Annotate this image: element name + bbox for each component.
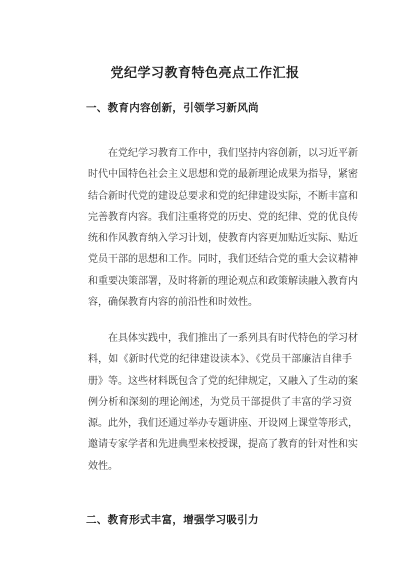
section-heading-2: 二、教育形式丰富，增强学习吸引力 (86, 514, 259, 526)
paragraph-line: 在具体实践中，我们推出了一系列具有时代特色的学习材 (108, 333, 358, 344)
paragraph-line: 例分析和深刻的理论阐述，为党员干部提供了丰富的学习资 (88, 396, 352, 408)
paragraph-line: 料，如《新时代党的纪律建设读本》、《党员干部廉洁自律手 (88, 354, 352, 366)
paragraph-line: 效性。 (88, 460, 118, 472)
paragraph-line: 党员干部的思想和工作。同时，我们还结合党的重大会议精神 (88, 254, 358, 266)
paragraph-line: 完善教育内容。我们注重将党的历史、党的纪律、党的优良传 (88, 211, 358, 223)
paragraph-line: 和重要决策部署，及时将新的理论观点和政策解读融入教育内 (88, 275, 358, 287)
paragraph-line: 时代中国特色社会主义思想和党的最新理论成果为指导，紧密 (88, 169, 358, 181)
paragraph-1 (88, 143, 358, 313)
paragraph-line: 邀请专家学者和先进典型来校授课，提高了教育的针对性和实 (88, 439, 358, 451)
section-heading-1: 一、教育内容创新，引领学习新风尚 (86, 102, 259, 114)
paragraph-line: 册》等。这些材料既包含了党的纪律规定，又融入了生动的案 (88, 375, 358, 387)
paragraph-line: 容，确保教育内容的前沿性和时效性。 (88, 297, 258, 309)
document-title: 党纪学习教育特色亮点工作汇报 (110, 66, 300, 81)
paragraph-line: 在党纪学习教育工作中，我们坚持内容创新，以习近平新 (108, 148, 358, 159)
paragraph-line: 统和作风教育纳入学习计划，使教育内容更加贴近实际、贴近 (88, 233, 358, 245)
paragraph-line: 源。此外，我们还通过举办专题讲座、开设网上课堂等形式， (88, 418, 358, 430)
paragraph-line: 结合新时代党的建设总要求和党的纪律建设实际，不断丰富和 (88, 190, 358, 202)
paragraph-2 (88, 328, 358, 477)
